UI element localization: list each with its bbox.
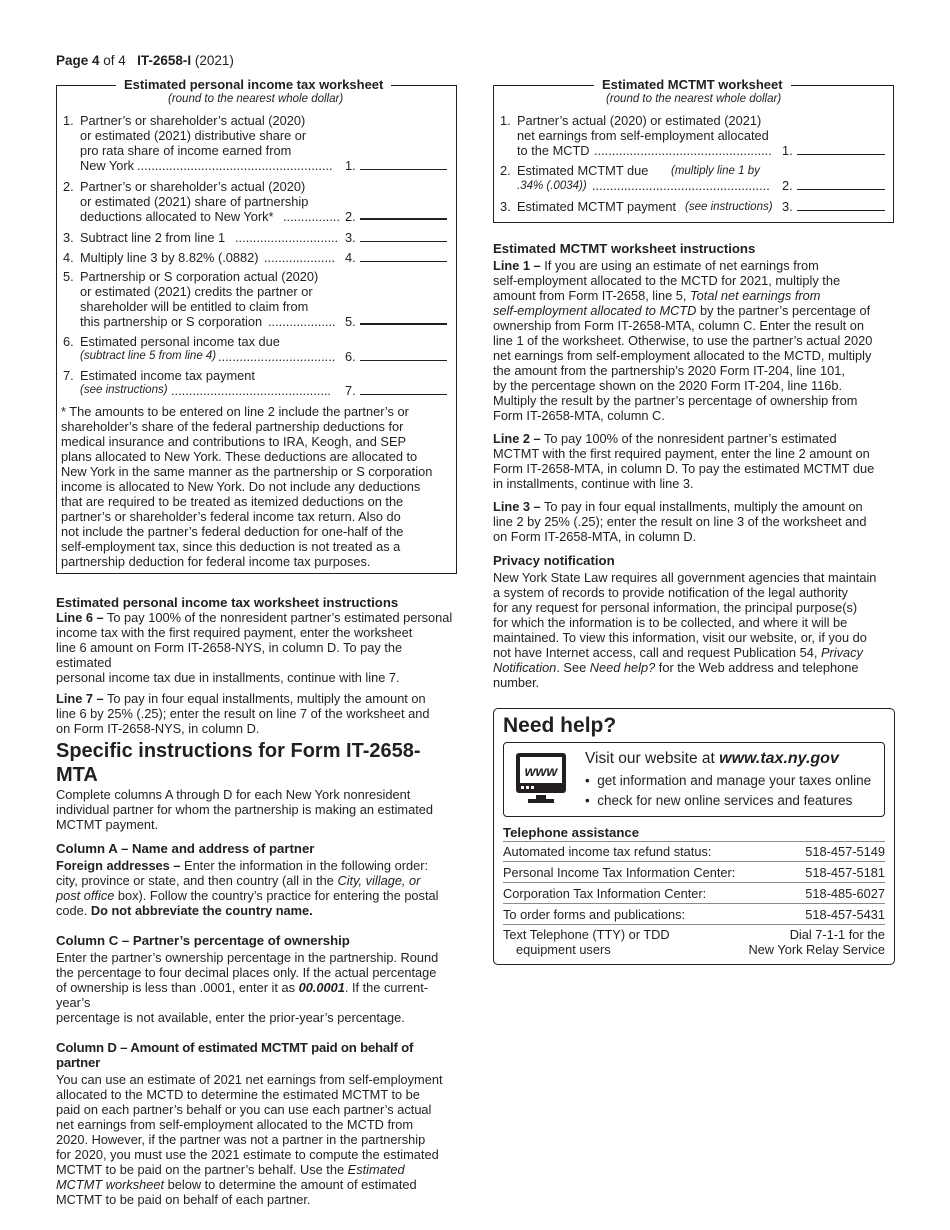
visit-website: Visit our website at www.tax.ny.gov: [585, 750, 839, 767]
pit-line-4-entry[interactable]: [360, 261, 447, 262]
tel-row: Corporation Tax Information Center: 518-485-6027: [503, 884, 885, 904]
mctmt-worksheet-box: Estimated MCTMT worksheet (round to the nearest whole dollar) 1. Partner’s actual (2020) or estimated (2021) net earnings from self-employment allocated to the MCTD .................................................. 1. 2. Estimated MCTMT due (multiply line 1 by .34% (.0034)) .................................................. 2. 3. Estimated MCTMT payment (see instructions) 3.: [493, 85, 894, 223]
specific-title: Specific instructions for Form IT-2658-MTA: [56, 740, 421, 786]
pit-instructions-title: Estimated personal income tax worksheet instructions: [56, 595, 399, 610]
mctmt-line-3-entry[interactable]: [797, 210, 885, 211]
website-panel: [503, 742, 885, 817]
mctmt-line-2-entry[interactable]: [797, 189, 885, 190]
tel-row: Automated income tax refund status: 518-457-5149: [503, 842, 885, 862]
pit-line-2-entry[interactable]: [360, 218, 447, 220]
col-d-title: Column D – Amount of estimated MCTMT paid on behalf of partner: [56, 1040, 414, 1070]
pit-worksheet-subtitle: (round to the nearest whole dollar): [168, 93, 344, 105]
form-number: IT-2658-I: [137, 53, 192, 68]
mctmt-worksheet-title: Estimated MCTMT worksheet: [594, 77, 791, 92]
mctmt-worksheet-subtitle: (round to the nearest whole dollar): [606, 93, 782, 105]
mctmt-line-1-entry[interactable]: [797, 154, 885, 155]
pit-line-6-entry[interactable]: [360, 360, 447, 361]
pit-worksheet-box: Estimated personal income tax worksheet (round to the nearest whole dollar) 1. Partner’s or shareholder’s actual (2020) or estimated (2021) distributive share or pro rata share of income earned from New York ....................................................... 1. 2. Partner’s or shareholder’s actual (2020) or estimated (2021) share of partnership deductions allocated to New York* ................ 2. 3. Subtract line 2 from line 1 ............................. 3. 4. Multiply line 3 by 8.82% (.0882) .................... 4. 5. Partnership or S corporation actual (2020) or estimated (2021) credits the partner or shareholder will be entitled to claim from this partnership or S corporation ................... 5. 6. Estimated personal income tax due (subtract line 5 from line 4) ................................. 6. 7. Estimated income tax payment (see instructions) ............................................. 7. * The amounts to be entered on line 2 include the partner’s or shareholder’s share of the federal partnership deductions for medical insurance and contributions to IRA, Keogh, and SEP plans allocated to New York. These deductions are allocated to New York in the same manner as the partnership or S corporation income is allocated to New York. Do not include any deductions that are required to be treated as itemized deductions on the partner’s or shareholder’s federal income tax return. Also do not include the partner’s federal deduction for one-half of the self-employment tax, since this deduction is not treated as a partnership deduction for federal income tax purposes.: [56, 85, 457, 574]
svg-text:www: www: [524, 763, 558, 779]
privacy-title: Privacy notification: [493, 553, 615, 568]
tel-row: To order forms and publications: 518-457-5431: [503, 905, 885, 925]
pit-line-5-entry[interactable]: [360, 323, 447, 325]
need-help-box: [493, 708, 895, 965]
pit-footnote: * The amounts to be entered on line 2 include the partner’s or shareholder’s share of the federal partnership deductions for medical insurance and contributions to IRA, Keogh, and SEP plans allocated to New York. These deductions are allocated to New York in the same manner as the partnership or S corporation income is allocated to New York. Do not include any deductions that are required to be treated as itemized deductions on the partner’s or shareholder’s federal income tax return. Also do not include the partner’s federal deduction for one-half of the self-employment tax, since this deduction is not treated as a partnership deduction for federal income tax purposes.: [61, 404, 433, 569]
col-a-title: Column A – Name and address of partner: [56, 841, 315, 856]
page-of: of 4: [103, 53, 126, 68]
form-year: (2021): [194, 53, 234, 68]
page-header: [56, 53, 234, 68]
website-link[interactable]: www.tax.ny.gov: [719, 750, 839, 767]
computer-www-icon: [515, 752, 567, 804]
tel-row: Personal Income Tax Information Center: 518-457-5181: [503, 863, 885, 883]
mctmt-instructions-title: Estimated MCTMT worksheet instructions: [493, 241, 756, 256]
page-label: Page 4: [56, 53, 100, 68]
pit-instructions: Estimated personal income tax worksheet instructions Line 6 – To pay 100% of the nonresident partner’s estimated personal income tax with the first required payment, enter the worksheet line 6 amount on Form IT-2658-NYS, in column D. To pay the estimated personal income tax due in installments, continue with line 7. Line 7 – To pay in four equal installments, multiply the amount on line 6 by 25% (.25); enter the result on line 7 of the worksheet and on Form IT-2658-NYS, in column D.: [56, 595, 458, 736]
tty-row: Text Telephone (TTY) or TDD equipment users Dial 7-1-1 for the New York Relay Service: [503, 927, 885, 957]
telephone-title: Telephone assistance: [503, 825, 640, 840]
help-bullet-1: • get information and manage your taxes online: [585, 773, 872, 788]
specific-instructions: Specific instructions for Form IT-2658-MTA Complete columns A through D for each New York nonresident individual partner for whom the partnership is making an estimated MCTMT payment. Column A – Name and address of partner Foreign addresses – Enter the information in the following order: city, province or state, and then country (all in the City, village, or post office box). Follow the country’s practice for entering the postal code. Do not abbreviate the country name. Column C – Partner’s percentage of ownership Enter the partner’s ownership percentage in the partnership. Round the percentage to four decimal places only. If the actual percentage of ownership is less than .0001, enter it as 00.0001. If the current-year’s percentage is not available, enter the prior-year’s percentage. Column D – Amount of estimated MCTMT paid on behalf of partner You can use an estimate of 2021 net earnings from self-employment allocated to the MCTD to determine the estimated MCTMT to be paid on each partner’s behalf or you can use each partner’s actual net earnings from self-employment allocated to the MCTD from 2020. However, if the partner was not a partner in the partnership for 2020, you must use the 2021 estimate to compute the estimated MCTMT to be paid on the partner’s behalf. Use the Estimated MCTMT worksheet below to determine the amount of estimated MCTMT to be paid on behalf of each partner.: [56, 739, 460, 1207]
help-bullet-2: • check for new online services and features: [585, 793, 853, 808]
pit-line-1-entry[interactable]: [360, 169, 447, 170]
pit-line-3-entry[interactable]: [360, 241, 447, 242]
pit-line-7-entry[interactable]: [360, 394, 447, 395]
mctmt-instructions: Estimated MCTMT worksheet instructions Line 1 – If you are using an estimate of net earnings from self-employment allocated to the MCTD for 2021, multiply the amount from Form IT-2658, line 5, Total net earnings from self-employment allocated to MCTD by the partner’s percentage of ownership from Form IT-2658-MTA, column C. Enter the result on line 1 of the worksheet. Otherwise, to use the partner’s actual 2020 net earnings from self-employment allocated to the MCTD, multiply the amount from the partnership’s 2020 Form IT-204, line 101, by the percentage shown on the 2020 Form IT-204, line 116b. Multiply the result by the partner’s percentage of ownership from Form IT-2658-MTA, column C. Line 2 – To pay 100% of the nonresident partner’s estimated MCTMT with the first required payment, enter the line 2 amount on Form IT-2658-MTA, in column D. To pay the estimated MCTMT due in installments, continue with line 3. Line 3 – To pay in four equal installments, multiply the amount on line 2 by 25% (.25); enter the result on line 3 of the worksheet and on Form IT-2658-MTA, in column D. Privacy notification New York State Law requires all government agencies that maintain a system of records to provide notification of the legal authority for any request for personal information, the principal purpose(s) for which the information is to be collected, and where it will be maintained. To view this information, visit our website, or, if you do not have Internet access, call and request Publication 54, Privacy Notification. See Need help? for the Web address and telephone number.: [493, 241, 895, 690]
pit-worksheet-title: Estimated personal income tax worksheet: [116, 77, 391, 92]
need-help-title: Need help?: [503, 714, 617, 737]
col-c-title: Column C – Partner’s percentage of ownership: [56, 933, 350, 948]
